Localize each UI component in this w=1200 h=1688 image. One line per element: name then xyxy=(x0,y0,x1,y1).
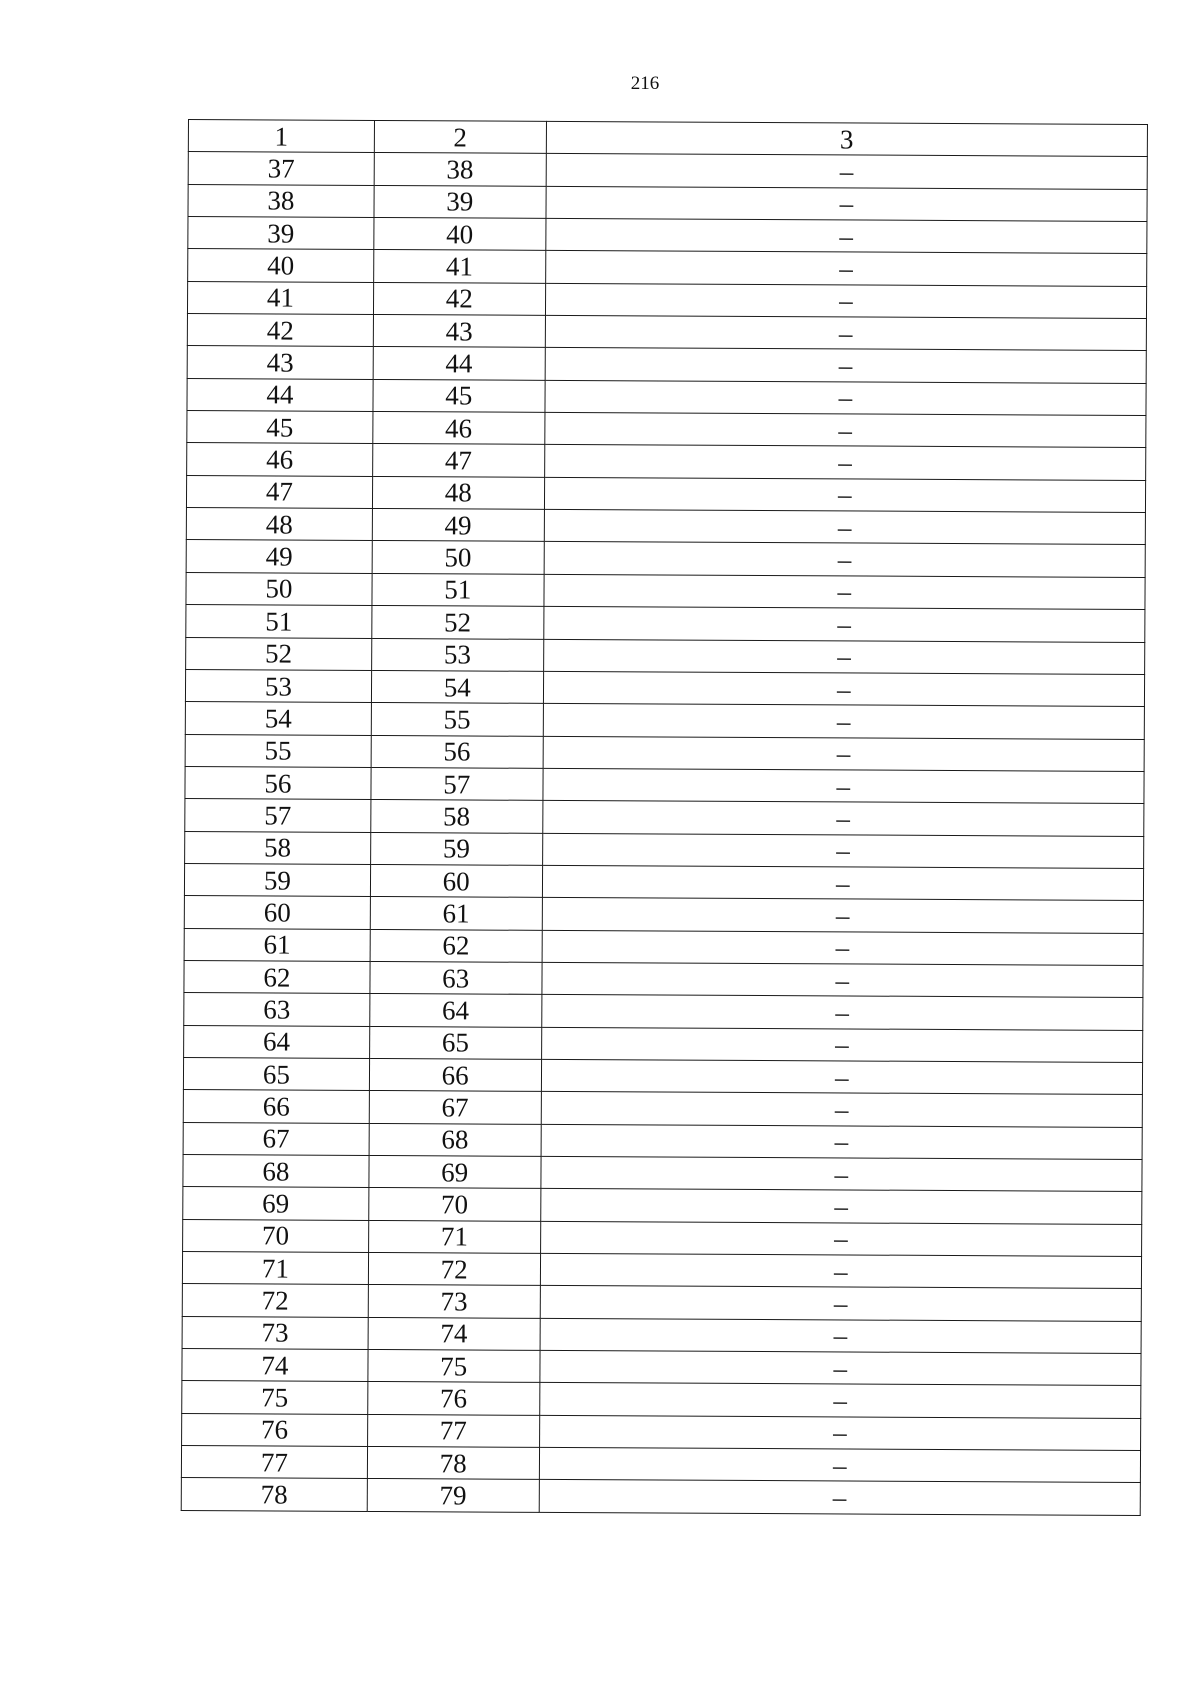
table-cell-col-1: 71 xyxy=(182,1252,368,1285)
table-cell-col-1: 50 xyxy=(186,572,372,605)
table-cell-col-3: – xyxy=(545,218,1147,253)
table-cell-col-3: – xyxy=(545,251,1147,286)
table-row xyxy=(182,1284,1141,1321)
table-cell-col-2: 70 xyxy=(369,1188,541,1221)
table-row xyxy=(183,1122,1142,1159)
table-cell-col-2: 39 xyxy=(374,185,546,218)
table-row xyxy=(187,443,1146,480)
table-cell-col-2: 79 xyxy=(367,1479,539,1512)
table-cell-col-1: 54 xyxy=(185,702,371,735)
table-cell-col-2: 63 xyxy=(370,961,542,994)
table-cell-col-3: – xyxy=(545,348,1147,383)
table-cell-col-3: – xyxy=(541,1156,1143,1191)
table-cell-col-2: 52 xyxy=(372,606,544,639)
table-row xyxy=(182,1252,1141,1289)
table-cell-col-3: – xyxy=(541,1059,1143,1094)
table-cell-col-1: 53 xyxy=(185,669,371,702)
table-cell-col-2: 57 xyxy=(371,767,543,800)
table-row xyxy=(188,184,1147,221)
table-cell-col-3: – xyxy=(544,574,1146,609)
table-cell-col-1: 43 xyxy=(187,346,373,379)
table-cell-col-1: 61 xyxy=(184,928,370,961)
table-cell-col-3: – xyxy=(539,1415,1141,1450)
table-row xyxy=(181,1446,1140,1483)
table-cell-col-1: 63 xyxy=(184,993,370,1026)
table-cell-col-2: 47 xyxy=(372,444,544,477)
table-cell-col-1: 37 xyxy=(188,152,374,185)
table-cell-col-1: 69 xyxy=(183,1187,369,1220)
table-cell-col-2: 59 xyxy=(370,832,542,865)
table-cell-col-3: – xyxy=(543,671,1145,706)
table-cell-col-1: 41 xyxy=(187,281,373,314)
table-cell-col-3: – xyxy=(545,380,1147,415)
table-row xyxy=(187,346,1146,383)
table-cell-col-3: – xyxy=(542,930,1144,965)
table-cell-col-1: 64 xyxy=(184,1025,370,1058)
table-cell-col-3: – xyxy=(540,1253,1142,1288)
page-number: 216 xyxy=(630,73,660,94)
table-row xyxy=(183,1154,1142,1191)
table-row xyxy=(184,960,1143,997)
table-cell-col-2: 68 xyxy=(369,1123,541,1156)
table-row xyxy=(186,508,1145,545)
table-row xyxy=(183,1090,1142,1127)
table-cell-col-1: 60 xyxy=(184,896,370,929)
table-cell-col-3: – xyxy=(544,445,1146,480)
table-cell-col-3: – xyxy=(539,1383,1141,1418)
table-cell-col-3: – xyxy=(542,865,1144,900)
table-row xyxy=(184,993,1143,1030)
table-row xyxy=(182,1349,1141,1386)
table-row xyxy=(188,217,1147,254)
table-cell-col-2: 64 xyxy=(370,994,542,1027)
table-row xyxy=(185,702,1144,739)
table-row xyxy=(184,863,1143,900)
table-cell-col-2: 65 xyxy=(369,1026,541,1059)
table-cell-col-1: 74 xyxy=(182,1349,368,1382)
table-row xyxy=(185,799,1144,836)
table-cell-col-3: – xyxy=(540,1189,1142,1224)
table-cell-col-3: – xyxy=(540,1318,1142,1353)
table-cell-col-2: 71 xyxy=(368,1220,540,1253)
header-cell-col-1: 1 xyxy=(188,120,374,153)
table-row xyxy=(187,378,1146,415)
table-row xyxy=(183,1187,1142,1224)
table-cell-col-3: – xyxy=(540,1286,1142,1321)
table-row xyxy=(184,1025,1143,1062)
header-cell-col-3: 3 xyxy=(546,121,1148,156)
table-cell-col-3: – xyxy=(539,1447,1141,1482)
table-cell-col-2: 41 xyxy=(373,250,545,283)
table-cell-col-2: 51 xyxy=(372,573,544,606)
table-cell-col-3: – xyxy=(543,704,1145,739)
table-cell-col-2: 60 xyxy=(370,864,542,897)
table-cell-col-3: – xyxy=(544,412,1146,447)
table-cell-col-3: – xyxy=(543,768,1145,803)
table-cell-col-3: – xyxy=(541,1027,1143,1062)
table-cell-col-2: 73 xyxy=(368,1285,540,1318)
table-cell-col-3: – xyxy=(546,154,1148,189)
table-cell-col-3: – xyxy=(539,1480,1141,1515)
table-cell-col-1: 73 xyxy=(182,1316,368,1349)
table-cell-col-3: – xyxy=(542,962,1144,997)
table-row xyxy=(184,896,1143,933)
table-cell-col-3: – xyxy=(541,1092,1143,1127)
table-row xyxy=(186,605,1145,642)
table-row xyxy=(185,734,1144,771)
table-cell-col-1: 57 xyxy=(185,799,371,832)
table-cell-col-2: 44 xyxy=(373,347,545,380)
table-cell-col-2: 40 xyxy=(374,218,546,251)
table-cell-col-2: 48 xyxy=(372,476,544,509)
table-cell-col-1: 78 xyxy=(181,1478,367,1511)
table-header-row xyxy=(188,120,1147,157)
table-cell-col-3: – xyxy=(545,283,1147,318)
table-cell-col-1: 72 xyxy=(182,1284,368,1317)
table-row xyxy=(186,637,1145,674)
table-cell-col-3: – xyxy=(544,542,1146,577)
data-table xyxy=(181,119,1148,1516)
table-cell-col-1: 65 xyxy=(183,1057,369,1090)
table-cell-col-1: 56 xyxy=(185,766,371,799)
table-cell-col-2: 54 xyxy=(371,670,543,703)
table-cell-col-2: 78 xyxy=(367,1447,539,1480)
table-cell-col-3: – xyxy=(542,898,1144,933)
table-cell-col-1: 39 xyxy=(188,217,374,250)
table-cell-col-1: 58 xyxy=(185,831,371,864)
table-row xyxy=(188,152,1147,189)
table-cell-col-2: 49 xyxy=(372,509,544,542)
table-row xyxy=(188,249,1147,286)
table-cell-col-3: – xyxy=(542,801,1144,836)
table-row xyxy=(187,314,1146,351)
table-cell-col-1: 49 xyxy=(186,540,372,573)
table-row xyxy=(187,281,1146,318)
table-cell-col-2: 67 xyxy=(369,1091,541,1124)
table-cell-col-2: 38 xyxy=(374,153,546,186)
table-cell-col-1: 46 xyxy=(187,443,373,476)
table-cell-col-2: 62 xyxy=(370,929,542,962)
table-row xyxy=(181,1478,1140,1515)
table-cell-col-2: 75 xyxy=(368,1350,540,1383)
table-cell-col-3: – xyxy=(543,639,1145,674)
table-cell-col-3: – xyxy=(541,1124,1143,1159)
table-row xyxy=(183,1219,1142,1256)
table-row xyxy=(186,475,1145,512)
table-cell-col-3: – xyxy=(544,509,1146,544)
table-row xyxy=(183,1057,1142,1094)
table-row xyxy=(182,1413,1141,1450)
table-cell-col-3: – xyxy=(543,607,1145,642)
table-cell-col-2: 46 xyxy=(373,412,545,445)
table-row xyxy=(182,1316,1141,1353)
table-cell-col-2: 66 xyxy=(369,1058,541,1091)
table-cell-col-1: 52 xyxy=(186,637,372,670)
table-row xyxy=(185,766,1144,803)
table-row xyxy=(186,540,1145,577)
table-cell-col-2: 61 xyxy=(370,897,542,930)
table-cell-col-3: – xyxy=(546,186,1148,221)
table-cell-col-1: 42 xyxy=(187,314,373,347)
table-cell-col-1: 67 xyxy=(183,1122,369,1155)
table-cell-col-2: 43 xyxy=(373,315,545,348)
table-cell-col-2: 72 xyxy=(368,1252,540,1285)
table-cell-col-2: 56 xyxy=(371,735,543,768)
table-row xyxy=(187,411,1146,448)
table-cell-col-2: 58 xyxy=(371,800,543,833)
table-cell-col-1: 59 xyxy=(184,863,370,896)
header-cell-col-2: 2 xyxy=(374,120,546,153)
table-row xyxy=(185,831,1144,868)
table-cell-col-3: – xyxy=(545,315,1147,350)
table-cell-col-2: 69 xyxy=(369,1155,541,1188)
table-cell-col-3: – xyxy=(540,1221,1142,1256)
table-cell-col-1: 75 xyxy=(182,1381,368,1414)
table-cell-col-3: – xyxy=(542,833,1144,868)
table-cell-col-3: – xyxy=(540,1350,1142,1385)
table-cell-col-1: 45 xyxy=(187,411,373,444)
table-cell-col-2: 77 xyxy=(367,1414,539,1447)
table-cell-col-2: 45 xyxy=(373,379,545,412)
table-cell-col-1: 68 xyxy=(183,1154,369,1187)
table-cell-col-2: 42 xyxy=(373,282,545,315)
table-cell-col-2: 55 xyxy=(371,703,543,736)
table-cell-col-1: 40 xyxy=(188,249,374,282)
table-cell-col-3: – xyxy=(541,995,1143,1030)
table-cell-col-2: 53 xyxy=(371,638,543,671)
table-body xyxy=(181,120,1147,1516)
table-cell-col-1: 70 xyxy=(183,1219,369,1252)
table-cell-col-2: 76 xyxy=(368,1382,540,1415)
table-cell-col-1: 66 xyxy=(183,1090,369,1123)
table-cell-col-1: 77 xyxy=(181,1446,367,1479)
table-cell-col-3: – xyxy=(543,736,1145,771)
table-cell-col-3: – xyxy=(544,477,1146,512)
table-cell-col-1: 76 xyxy=(182,1413,368,1446)
table-cell-col-1: 47 xyxy=(186,475,372,508)
table-cell-col-2: 74 xyxy=(368,1317,540,1350)
table-row xyxy=(182,1381,1141,1418)
table-cell-col-1: 48 xyxy=(186,508,372,541)
table-cell-col-1: 62 xyxy=(184,960,370,993)
table-row xyxy=(186,572,1145,609)
table-cell-col-1: 51 xyxy=(186,605,372,638)
table-cell-col-1: 44 xyxy=(187,378,373,411)
table-row xyxy=(185,669,1144,706)
table-cell-col-1: 38 xyxy=(188,184,374,217)
table-cell-col-1: 55 xyxy=(185,734,371,767)
table-cell-col-2: 50 xyxy=(372,541,544,574)
table-row xyxy=(184,928,1143,965)
